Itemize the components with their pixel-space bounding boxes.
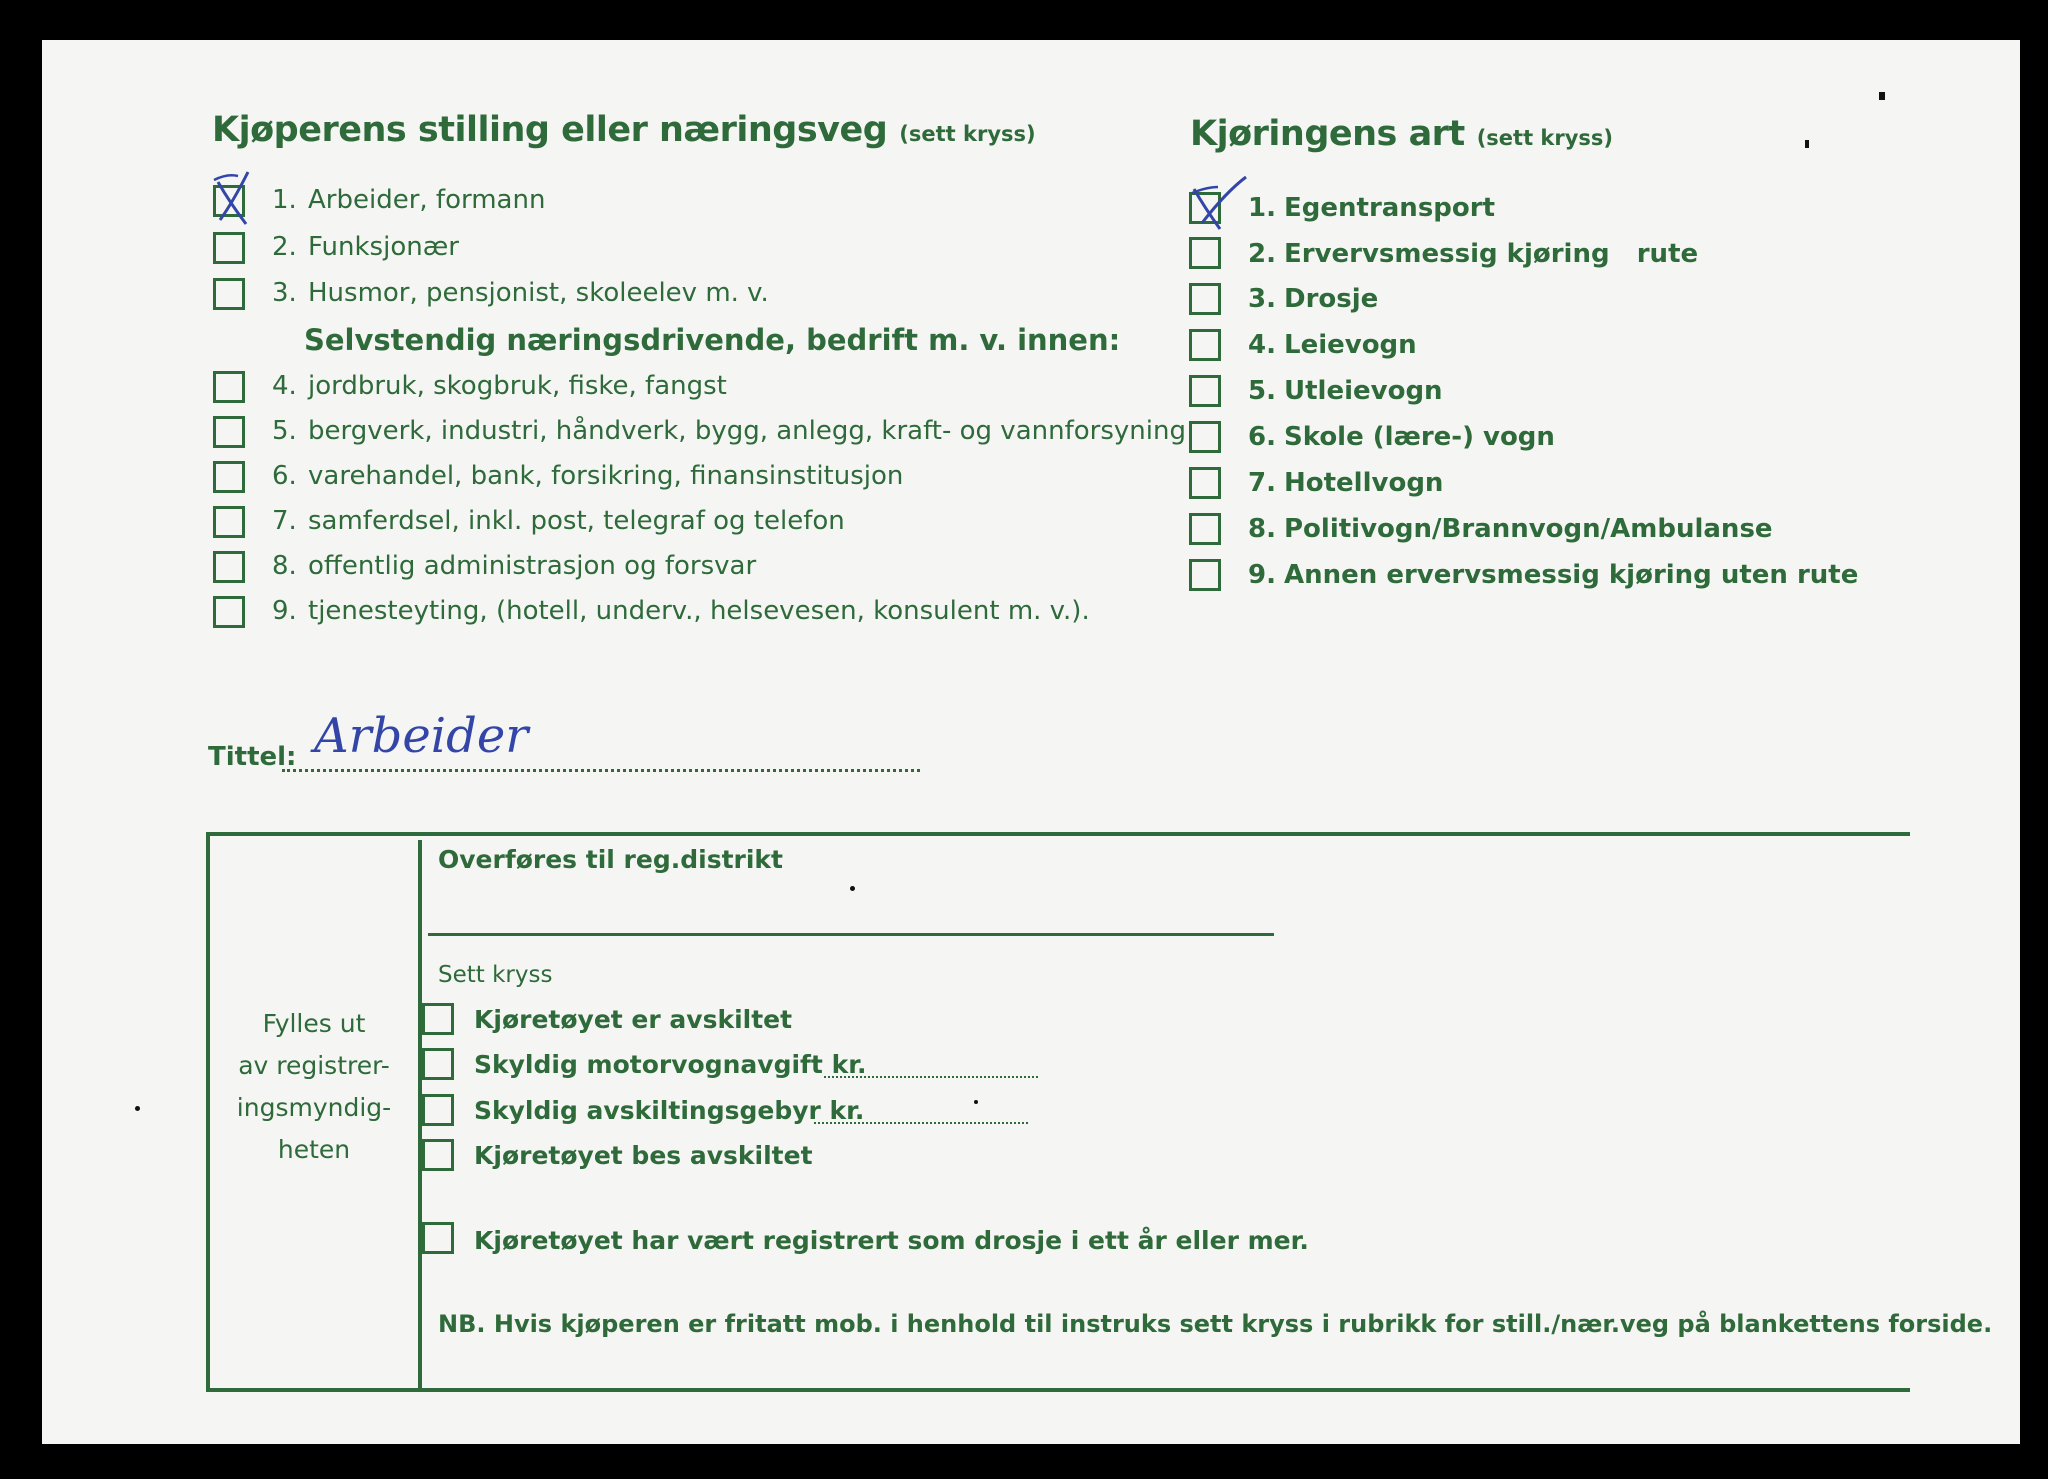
- occupation-item-1: 1. Arbeider, formann: [272, 185, 546, 215]
- checkbox-occupation-8[interactable]: [213, 551, 245, 583]
- occupation-item-2: 2. Funksjonær: [272, 232, 459, 262]
- checkbox-driving-2[interactable]: [1189, 237, 1221, 269]
- check-label-drosje-registered: Kjøretøyet har vært registrert som drosje i ett år eller mer.: [474, 1226, 1309, 1255]
- driving-item-3: 3. Drosje: [1248, 284, 1379, 314]
- tittel-dotted-line: [282, 769, 920, 772]
- occupation-item-4: 4. jordbruk, skogbruk, fiske, fangst: [272, 371, 727, 401]
- left-section-title: Kjøperens stilling eller næringsveg: [212, 110, 888, 150]
- registry-side-label: Fylles ut av registrer- ingsmyndig- heten: [236, 1009, 392, 1164]
- occupation-item-3: 3. Husmor, pensjonist, skoleelev m. v.: [272, 278, 769, 308]
- checkbox-driving-5[interactable]: [1189, 375, 1221, 407]
- driving-item-2: 2. Ervervsmessig kjøring rute: [1248, 239, 1699, 269]
- checkbox-driving-4[interactable]: [1189, 329, 1221, 361]
- occupation-item-9: 9. tjenesteyting, (hotell, underv., helsevesen, konsulent m. v.).: [272, 596, 1090, 626]
- transfer-input-line[interactable]: [428, 933, 1274, 936]
- avskiltingsgebyr-amount-line[interactable]: [814, 1122, 1028, 1124]
- checkmark-cross: [208, 168, 258, 228]
- transfer-label: Overføres til reg.distrikt: [438, 845, 783, 874]
- tittel-label: Tittel:: [208, 742, 297, 772]
- right-section-heading: [1190, 114, 1613, 154]
- checkbox-occupation-5[interactable]: [213, 416, 245, 448]
- driving-item-9: 9. Annen ervervsmessig kjøring uten rute: [1248, 560, 1859, 590]
- driving-item-4: 4. Leievogn: [1248, 330, 1417, 360]
- checkmark-cross: [1184, 175, 1254, 235]
- speck: [135, 1106, 140, 1111]
- tittel-handwritten-value[interactable]: Arbeider: [314, 708, 529, 764]
- checkbox-avskiltet[interactable]: [422, 1003, 454, 1035]
- checkbox-driving-9[interactable]: [1189, 559, 1221, 591]
- speck: [1879, 92, 1885, 100]
- checkbox-occupation-2[interactable]: [213, 232, 245, 264]
- checkbox-motorvognavgift[interactable]: [422, 1048, 454, 1080]
- checkbox-occupation-3[interactable]: [213, 278, 245, 310]
- checkbox-avskiltingsgebyr[interactable]: [422, 1094, 454, 1126]
- right-section-hint: (sett kryss): [1476, 126, 1614, 150]
- checkbox-driving-7[interactable]: [1189, 467, 1221, 499]
- registry-top-border: [206, 832, 1910, 836]
- form-sheet: [42, 40, 2020, 1444]
- check-label-bes-avskiltet: Kjøretøyet bes avskiltet: [474, 1141, 813, 1170]
- occupation-item-5: 5. bergverk, industri, håndverk, bygg, anlegg, kraft- og vannforsyning: [272, 416, 1186, 446]
- checkbox-occupation-7[interactable]: [213, 506, 245, 538]
- driving-item-1: 1. Egentransport: [1248, 193, 1496, 223]
- occupation-item-8: 8. offentlig administrasjon og forsvar: [272, 551, 757, 581]
- checkbox-drosje-registered[interactable]: [422, 1222, 454, 1254]
- checkbox-bes-avskiltet[interactable]: [422, 1139, 454, 1171]
- check-label-avskiltingsgebyr: Skyldig avskiltingsgebyr kr.: [474, 1096, 865, 1125]
- checkbox-driving-8[interactable]: [1189, 513, 1221, 545]
- left-section-heading: [212, 110, 1036, 150]
- checkbox-occupation-4[interactable]: [213, 371, 245, 403]
- check-label-motorvognavgift: Skyldig motorvognavgift kr.: [474, 1050, 867, 1079]
- motorvognavgift-amount-line[interactable]: [824, 1076, 1038, 1078]
- speck: [974, 1100, 978, 1104]
- left-section-hint: (sett kryss): [899, 122, 1036, 146]
- check-label-avskiltet: Kjøretøyet er avskiltet: [474, 1005, 793, 1034]
- speck: [1805, 140, 1809, 148]
- occupation-item-7: 7. samferdsel, inkl. post, telegraf og telefon: [272, 506, 845, 536]
- registry-note: NB. Hvis kjøperen er fritatt mob. i henhold til instruks sett kryss i rubrikk for still./nær.veg på blankettens forside.: [438, 1310, 1993, 1338]
- checkbox-driving-6[interactable]: [1189, 421, 1221, 453]
- speck: [850, 886, 855, 891]
- self-employed-subheading: Selvstendig næringsdrivende, bedrift m. v. innen:: [304, 323, 1121, 357]
- checkbox-occupation-6[interactable]: [213, 461, 245, 493]
- right-section-title: Kjøringens art: [1190, 114, 1465, 154]
- registry-bottom-border: [206, 1388, 1910, 1392]
- occupation-item-6: 6. varehandel, bank, forsikring, finansinstitusjon: [272, 461, 904, 491]
- checkbox-driving-3[interactable]: [1189, 283, 1221, 315]
- driving-item-5: 5. Utleievogn: [1248, 376, 1443, 406]
- driving-item-6: 6. Skole (lære-) vogn: [1248, 422, 1555, 452]
- checkbox-occupation-9[interactable]: [213, 596, 245, 628]
- sett-kryss-label: Sett kryss: [438, 962, 553, 988]
- driving-item-8: 8. Politivogn/Brannvogn/Ambulanse: [1248, 514, 1773, 544]
- driving-item-7: 7. Hotellvogn: [1248, 468, 1444, 498]
